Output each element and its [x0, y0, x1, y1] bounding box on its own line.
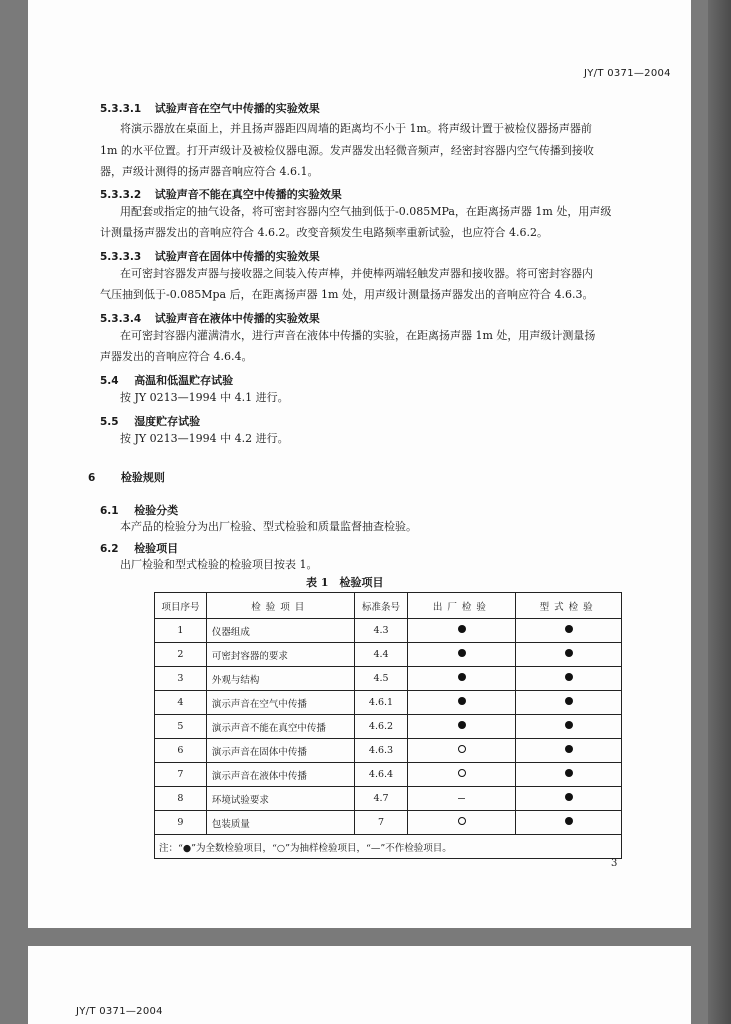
- chapter-heading: 6 检验规则: [88, 471, 165, 484]
- viewer-side-strip: [708, 0, 731, 1024]
- table-header-row: [155, 593, 622, 619]
- full-inspection-mark-icon: [565, 745, 573, 753]
- full-inspection-mark-icon: [565, 793, 573, 801]
- row-number: 9: [155, 811, 207, 835]
- body-text: 在可密封容器内灌满清水，进行声音在液体中传播的实验，在距离扬声器 1m 处，用声级计测量扬: [120, 329, 596, 342]
- full-inspection-mark-icon: [458, 697, 466, 705]
- body-text: 计测量扬声器发出的音响应符合 4.6.2。改变音频发生电路频率重新试验，也应符合 4.6.2。: [100, 226, 548, 239]
- row-item: 环境试验要求: [206, 787, 354, 811]
- row-clause: 4.3: [354, 619, 408, 643]
- table-row: [155, 667, 622, 691]
- type-inspection-mark: [516, 787, 622, 811]
- table-row: [155, 787, 622, 811]
- table-note-row: [155, 835, 622, 859]
- page-header-code: JY/T 0371—2004: [584, 68, 671, 79]
- column-header: 型式检验: [516, 593, 622, 619]
- column-header: 标准条号: [354, 593, 408, 619]
- section-heading: 5.3.3.1 试验声音在空气中传播的实验效果: [100, 102, 320, 115]
- row-number: 1: [155, 619, 207, 643]
- full-inspection-mark-icon: [565, 673, 573, 681]
- row-item: 演示声音不能在真空中传播: [206, 715, 354, 739]
- type-inspection-mark: [516, 619, 622, 643]
- table-row: [155, 691, 622, 715]
- section-heading: 5.3.3.3 试验声音在固体中传播的实验效果: [100, 250, 320, 263]
- full-inspection-mark-icon: [565, 625, 573, 633]
- inspection-items-table: [154, 592, 622, 859]
- type-inspection-mark: [516, 739, 622, 763]
- column-header: 出厂检验: [408, 593, 516, 619]
- section-heading: 5.3.3.2 试验声音不能在真空中传播的实验效果: [100, 188, 342, 201]
- no-inspection-mark-icon: [458, 798, 465, 799]
- factory-inspection-mark: [408, 619, 516, 643]
- table-row: [155, 763, 622, 787]
- factory-inspection-mark: [408, 787, 516, 811]
- full-inspection-mark-icon: [565, 721, 573, 729]
- factory-inspection-mark: [408, 763, 516, 787]
- full-inspection-mark-icon: [565, 769, 573, 777]
- full-inspection-mark-icon: [458, 625, 466, 633]
- type-inspection-mark: [516, 763, 622, 787]
- body-text: 器，声级计测得的扬声器音响应符合 4.6.1。: [100, 165, 319, 178]
- factory-inspection-mark: [408, 739, 516, 763]
- sampling-inspection-mark-icon: [458, 769, 466, 777]
- row-item: 演示声音在固体中传播: [206, 739, 354, 763]
- full-inspection-mark-icon: [458, 673, 466, 681]
- row-item: 演示声音在空气中传播: [206, 691, 354, 715]
- body-text: 将演示器放在桌面上，并且扬声器距四周墙的距离均不小于 1m。将声级计置于被检仪器扬声器前: [120, 122, 592, 135]
- row-item: 仪器组成: [206, 619, 354, 643]
- section-heading: 5.3.3.4 试验声音在液体中传播的实验效果: [100, 312, 320, 325]
- type-inspection-mark: [516, 643, 622, 667]
- row-number: 6: [155, 739, 207, 763]
- body-text: 气压抽到低于-0.085Mpa 后，在距离扬声器 1m 处，用声级计测量扬声器发出的音响应符合 4.6.3。: [100, 288, 594, 301]
- body-text: 按 JY 0213—1994 中 4.2 进行。: [120, 432, 289, 445]
- row-clause: 4.6.1: [354, 691, 408, 715]
- row-number: 5: [155, 715, 207, 739]
- table-row: [155, 739, 622, 763]
- row-item: 可密封容器的要求: [206, 643, 354, 667]
- body-text: 按 JY 0213—1994 中 4.1 进行。: [120, 391, 289, 404]
- factory-inspection-mark: [408, 811, 516, 835]
- row-clause: 4.6.3: [354, 739, 408, 763]
- body-text: 在可密封容器发声器与接收器之间装入传声棒，并使棒两端轻触发声器和接收器。将可密封容器内: [120, 267, 593, 280]
- table-row: [155, 619, 622, 643]
- row-item: 外观与结构: [206, 667, 354, 691]
- full-inspection-mark-icon: [565, 649, 573, 657]
- sampling-inspection-mark-icon: [458, 817, 466, 825]
- factory-inspection-mark: [408, 643, 516, 667]
- row-clause: 7: [354, 811, 408, 835]
- factory-inspection-mark: [408, 667, 516, 691]
- row-clause: 4.6.2: [354, 715, 408, 739]
- table-caption: 表 1 检验项目: [306, 576, 384, 589]
- body-text: 出厂检验和型式检验的检验项目按表 1。: [120, 558, 318, 571]
- type-inspection-mark: [516, 715, 622, 739]
- row-item: 包装质量: [206, 811, 354, 835]
- next-page: [28, 946, 691, 1024]
- type-inspection-mark: [516, 691, 622, 715]
- body-text: 本产品的检验分为出厂检验、型式检验和质量监督抽查检验。: [120, 520, 417, 533]
- column-header: 检验项目: [206, 593, 354, 619]
- row-number: 7: [155, 763, 207, 787]
- row-clause: 4.7: [354, 787, 408, 811]
- page-number: 3: [611, 858, 618, 869]
- row-item: 演示声音在液体中传播: [206, 763, 354, 787]
- table-note: 注：“●”为全数检验项目，“○”为抽样检验项目，“—”不作检验项目。: [155, 835, 622, 859]
- column-header: 项目序号: [155, 593, 207, 619]
- factory-inspection-mark: [408, 715, 516, 739]
- type-inspection-mark: [516, 667, 622, 691]
- sampling-inspection-mark-icon: [458, 745, 466, 753]
- section-heading: 5.5 湿度贮存试验: [100, 415, 201, 428]
- document-page: [28, 0, 691, 928]
- table-row: [155, 715, 622, 739]
- row-number: 3: [155, 667, 207, 691]
- row-clause: 4.4: [354, 643, 408, 667]
- table-row: [155, 811, 622, 835]
- section-heading: 6.1 检验分类: [100, 504, 179, 517]
- body-text: 用配套或指定的抽气设备，将可密封容器内空气抽到低于-0.085MPa，在距离扬声器 1m 处，用声级: [120, 205, 612, 218]
- row-number: 8: [155, 787, 207, 811]
- full-inspection-mark-icon: [565, 817, 573, 825]
- body-text: 1m 的水平位置。打开声级计及被检仪器电源。发声器发出轻微音频声，经密封容器内空气传播到接收: [100, 144, 594, 157]
- row-number: 4: [155, 691, 207, 715]
- type-inspection-mark: [516, 811, 622, 835]
- factory-inspection-mark: [408, 691, 516, 715]
- section-heading: 5.4 高温和低温贮存试验: [100, 374, 234, 387]
- table-row: [155, 643, 622, 667]
- full-inspection-mark-icon: [458, 721, 466, 729]
- full-inspection-mark-icon: [458, 649, 466, 657]
- body-text: 声器发出的音响应符合 4.6.4。: [100, 350, 253, 363]
- row-clause: 4.6.4: [354, 763, 408, 787]
- next-page-header-code: JY/T 0371—2004: [76, 1006, 163, 1017]
- row-number: 2: [155, 643, 207, 667]
- row-clause: 4.5: [354, 667, 408, 691]
- section-heading: 6.2 检验项目: [100, 542, 179, 555]
- full-inspection-mark-icon: [565, 697, 573, 705]
